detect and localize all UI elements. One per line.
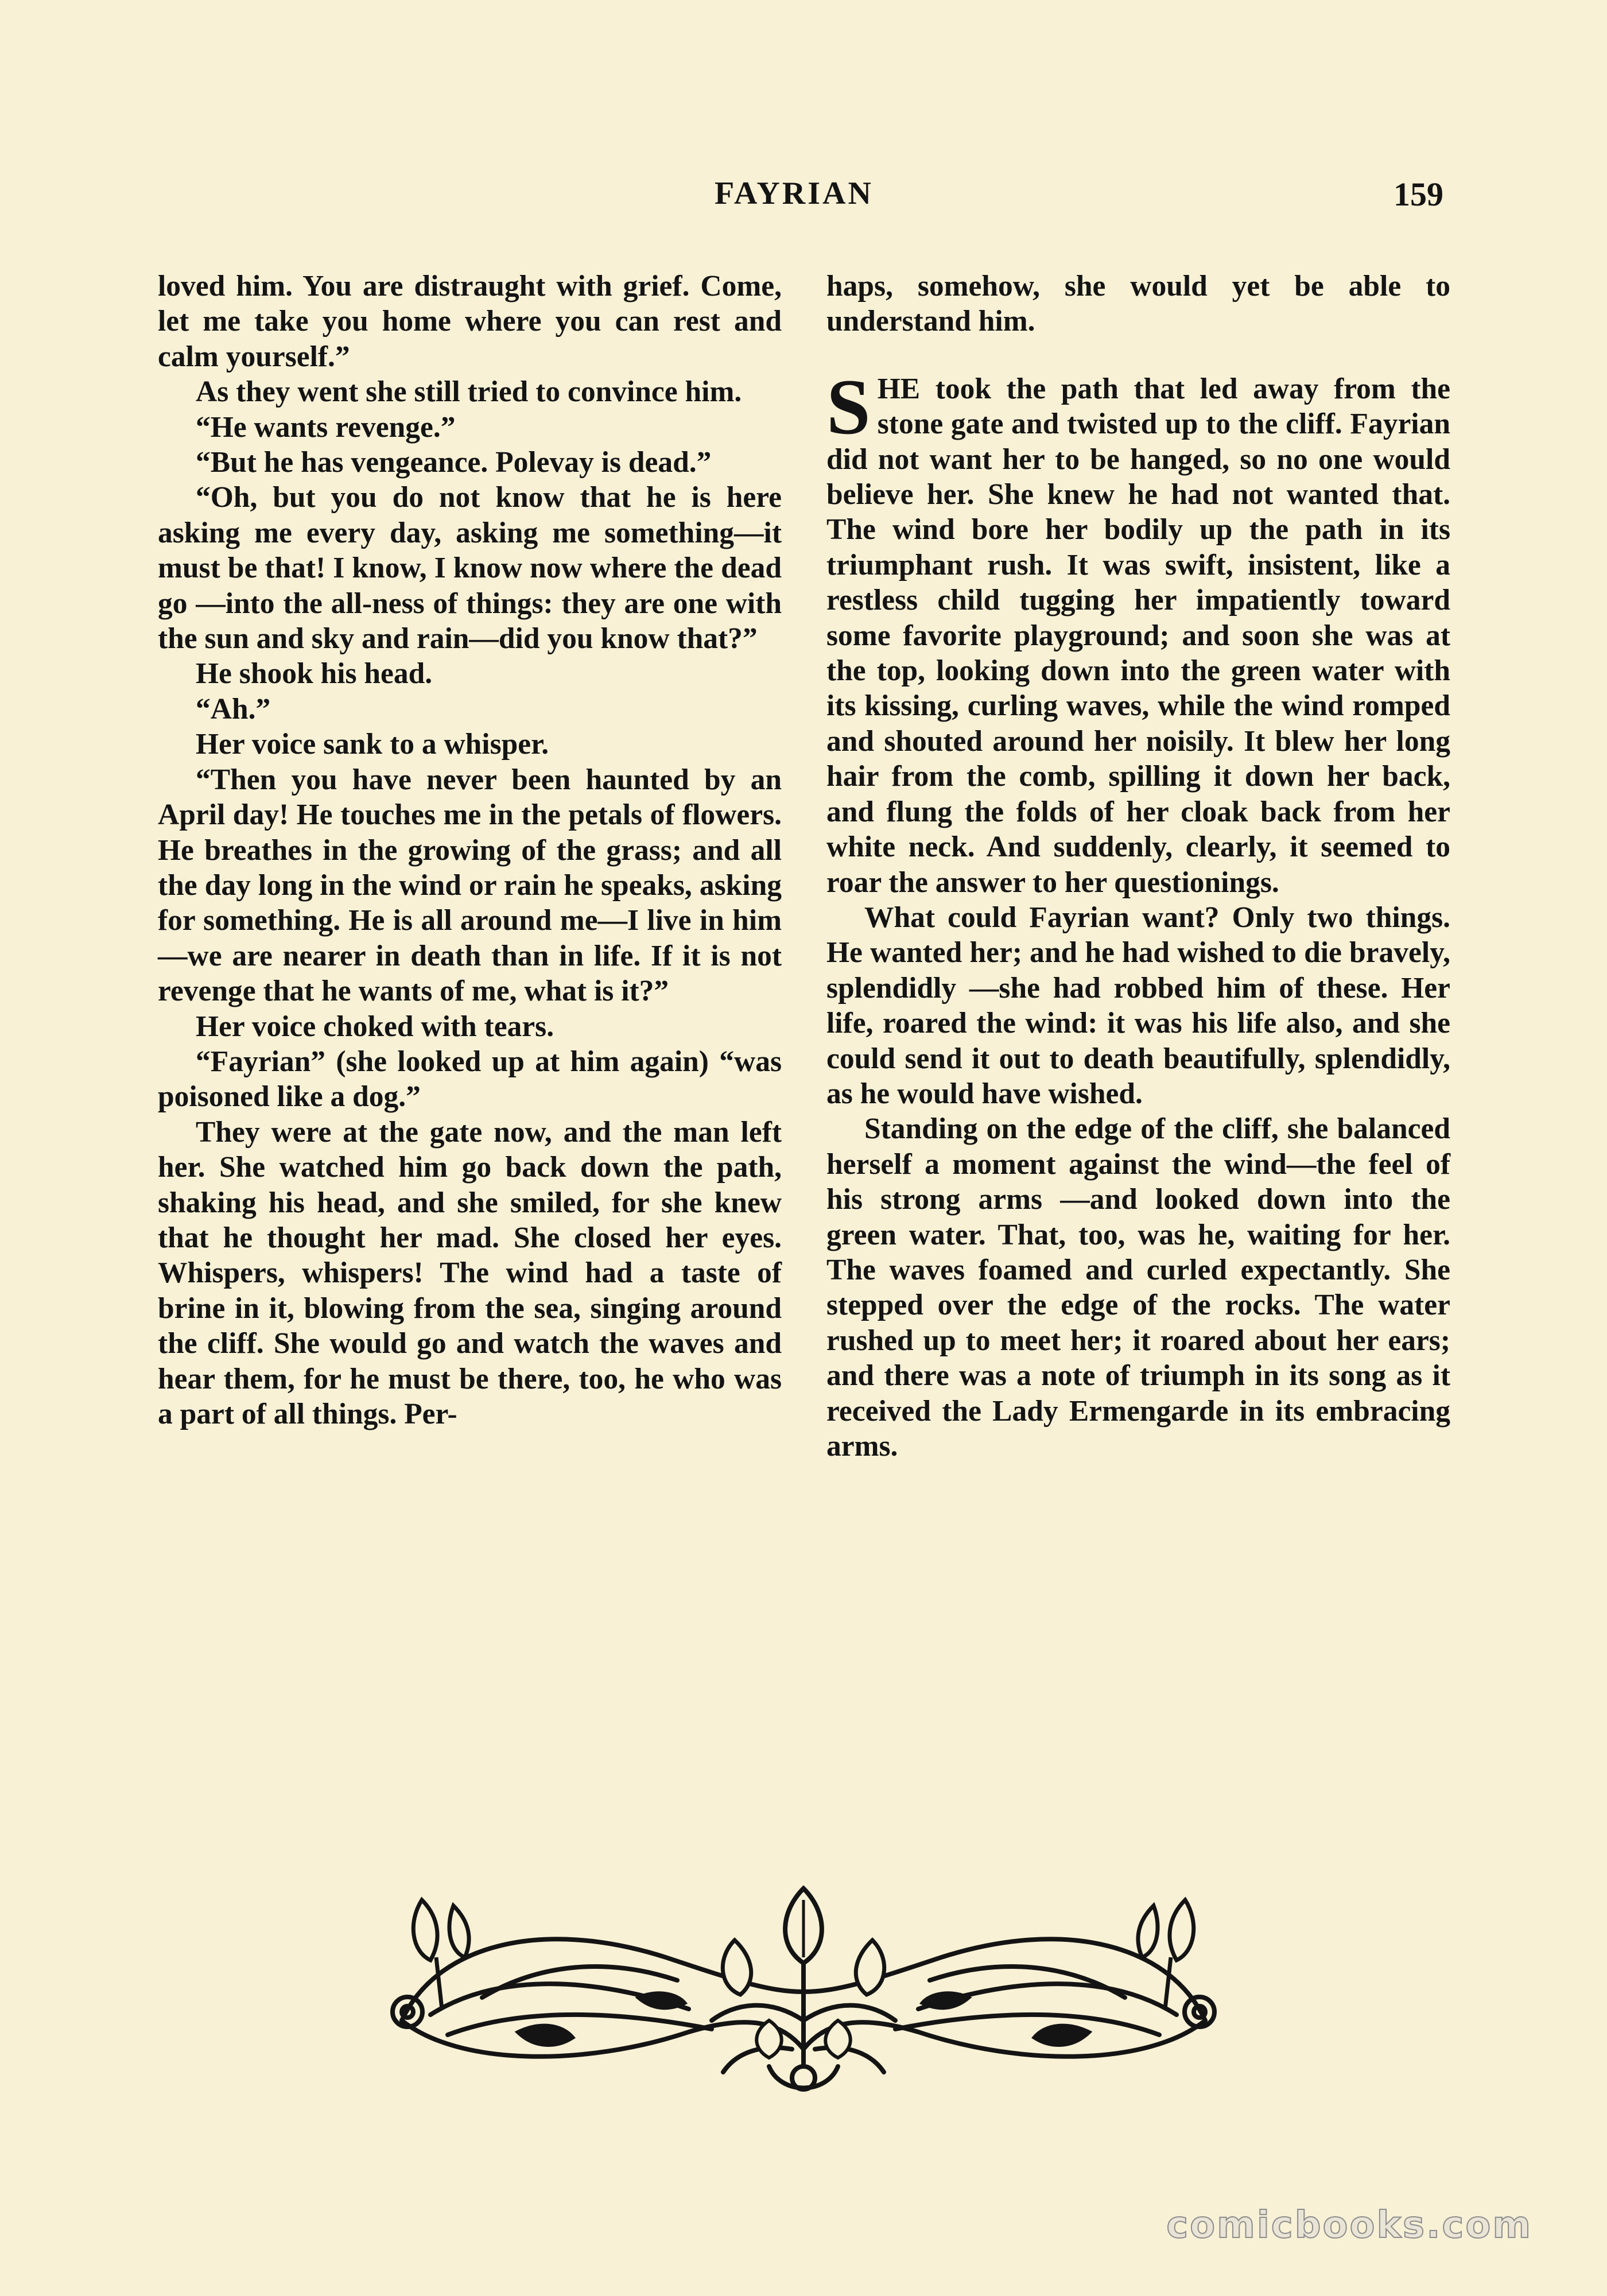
- paragraph: He shook his head.: [196, 657, 433, 691]
- right-column: [826, 269, 1450, 1464]
- page-number: 159: [1393, 176, 1443, 213]
- paragraph: They were at the gate now, and the man left her. She watched him go back down the path, shaking his head, and she smiled, for she knew that he thought her mad. She closed her eyes. Whispers, whispers! The wind had a taste of brine in it, blowing from the sea, singing around the cliff. She would go and watch the waves and hear them, for he must be there, too, he who was a part of all things. Per-: [158, 1115, 782, 1430]
- paragraph: “Ah.”: [196, 692, 271, 726]
- floral-tailpiece-ornament: [367, 1877, 1240, 2107]
- paragraph: “Oh, but you do not know that he is here asking me every day, asking me something—it must be that! I know, I know now where the dead go —into the all-ness of things: they are one with the sun and sky and rain—did you know that?”: [158, 481, 782, 656]
- section-opening-paragraph: [826, 362, 1450, 900]
- drop-cap: S: [826, 362, 871, 451]
- paragraph: Standing on the edge of the cliff, she balanced herself a moment against the wind—the feel of his strong arms —and looked down into the green water. That, too, was he, waiting for her. The waves foamed and curled expectantly. She stepped over the edge of the rocks. The water rushed up to meet her; it roared about her ears; and there was a note of triumph in its song as it received the Lady Ermengarde in its embracing arms.: [826, 1112, 1450, 1463]
- left-column: [158, 269, 782, 1432]
- paragraph: As they went she still tried to convince him.: [196, 375, 742, 409]
- paragraph: “He wants revenge.”: [196, 410, 456, 444]
- paragraph: “Fayrian” (she looked up at him again) “was poisoned like a dog.”: [158, 1045, 782, 1114]
- paragraph: loved him. You are distraught with grief. Come, let me take you home where you can rest and calm yourself.”: [158, 270, 782, 373]
- paragraph: “But he has vengeance. Polevay is dead.”: [196, 446, 712, 479]
- watermark: comicbooks.com: [1166, 2204, 1532, 2247]
- paragraph: Her voice sank to a whisper.: [196, 728, 549, 761]
- section-opening-text: HE took the path that led away from the stone gate and twisted up to the cliff. Fayrian did not want her to be hanged, so no one would believe her. She knew he had not wanted that. The wind bore her bodily up the path in its triumphant rush. It was swift, insistent, like a restless child tugging her impatiently toward some favorite playground; and soon she was at the top, looking down into the green water with its kissing, curling waves, while the wind romped and shouted around her noisily. It blew her long hair from the comb, spilling it down her back, and flung the folds of her cloak back from her white neck. And suddenly, clearly, it seemed to roar the answer to her questionings.: [826, 372, 1450, 899]
- continuation-paragraph: haps, somehow, she would yet be able to understand him.: [826, 270, 1450, 338]
- paragraph: Her voice choked with tears.: [196, 1010, 554, 1043]
- paragraph: What could Fayrian want? Only two things. He wanted her; and he had wished to die bravely, splendidly —she had robbed him of these. Her life, roared the wind: it was his life also, and she could send it out to death beautifully, splendidly, as he would have wished.: [826, 901, 1450, 1110]
- paragraph: “Then you have never been haunted by an April day! He touches me in the petals of flowers. He breathes in the growing of the grass; and all the day long in the wind or rain he speaks, asking for something. He is all around me—I live in him—we are nearer in death than in life. If it is not revenge that he wants of me, what is it?”: [158, 763, 782, 1008]
- running-header-title: FAYRIAN: [715, 176, 874, 211]
